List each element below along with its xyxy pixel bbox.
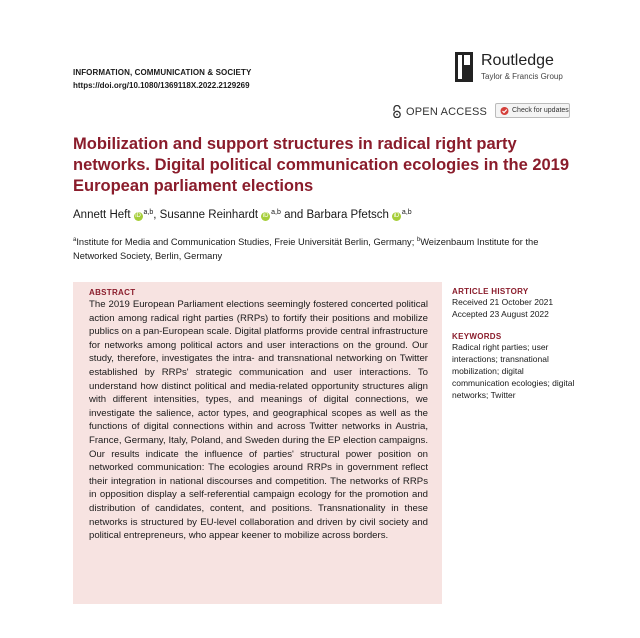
author-affiliation-marks: a,b <box>401 209 412 216</box>
check-for-updates-label: Check for updates <box>512 107 569 114</box>
check-for-updates-button[interactable] <box>495 103 570 118</box>
author-name[interactable]: Annett Heft <box>73 209 131 221</box>
affiliation-mark: a <box>73 237 77 243</box>
author-separator: and <box>280 209 307 221</box>
publisher-name: Routledge <box>481 52 554 69</box>
crossmark-icon <box>500 106 509 116</box>
author-list <box>73 209 412 221</box>
open-access-badge <box>392 105 487 118</box>
article-history-heading: ARTICLE HISTORY <box>452 287 529 296</box>
open-access-label: OPEN ACCESS <box>406 105 488 118</box>
author-name[interactable]: Susanne Reinhardt <box>159 209 259 221</box>
keywords-heading: KEYWORDS <box>452 332 502 341</box>
received-date: Received 21 October 2021 <box>452 297 554 307</box>
routledge-mark-icon <box>455 52 473 82</box>
publisher-subtitle: Taylor & Francis Group <box>481 72 563 81</box>
orcid-icon[interactable]: iD <box>393 213 400 219</box>
article-title: Mobilization and support structures in radical right party networks. Digital political communication ecologies in the 2019 European parliament elections <box>73 135 570 195</box>
abstract-box <box>73 282 442 604</box>
orcid-icon[interactable]: iD <box>262 213 269 219</box>
affiliation-b: Weizenbaum Institute for the Networked Society, Berlin, Germany <box>73 237 539 262</box>
journal-name: INFORMATION, COMMUNICATION & SOCIETY <box>73 68 252 77</box>
orcid-icon[interactable]: iD <box>135 213 141 219</box>
affiliations <box>73 233 573 263</box>
publisher-logo <box>455 50 575 90</box>
doi-link[interactable]: https://doi.org/10.1080/1369118X.2022.2129269 <box>73 81 250 90</box>
author-name[interactable]: Barbara Pfetsch <box>306 209 389 221</box>
author-affiliation-marks: a,b <box>143 209 154 216</box>
article-sidebar <box>452 287 577 401</box>
author-affiliation-marks: a,b <box>271 209 281 216</box>
author-separator: , <box>153 209 160 221</box>
affiliation-a: Institute for Media and Communication Studies, Freie Universität Berlin, Germany; <box>76 237 417 248</box>
affiliation-mark: b <box>416 237 421 243</box>
abstract-text: The 2019 European Parliament elections seemingly fostered concerted political action among radical right parties (RRPs) to fortify their positions and mobilize publics on a pan-European scale. Digital platforms provide central infrastructure for networks among political actors and user interactions on the ground. Our study, therefore, investigates the intra- and transnational networking on Twitter established by RRPs' strategic communication and user interactions. To understand how distinct political and media-related opportunity structures align with different intensities, types, and meanings of digital connections, we investigate the salience, actor types, and geographical scopes as well as the functions of digital connections within and across Twitter networks in Austria, France, Germany, Italy, Poland, and Sweden during the EP election campaigns. Our results indicate the influence of parties' structural power position on networked communication: The ecologies around RRPs in government reflect their integration in national discourses and competition. The networks of RRPs in opposition display a self-referential campaign ecology for the promotion and distribution of candidates, content, and positions. Transnationality in these networks is structured by EU-level collaboration and driven by civil society and political entrepreneurs, who appear keener to mobilize across borders. <box>89 299 428 542</box>
abstract-heading: ABSTRACT <box>89 288 136 297</box>
accepted-date: Accepted 23 August 2022 <box>452 309 549 319</box>
keywords-text: Radical right parties; user interactions; transnational mobilization; digital communication ecologies; digital networks; Twitter <box>452 342 575 400</box>
open-lock-icon <box>392 105 402 118</box>
